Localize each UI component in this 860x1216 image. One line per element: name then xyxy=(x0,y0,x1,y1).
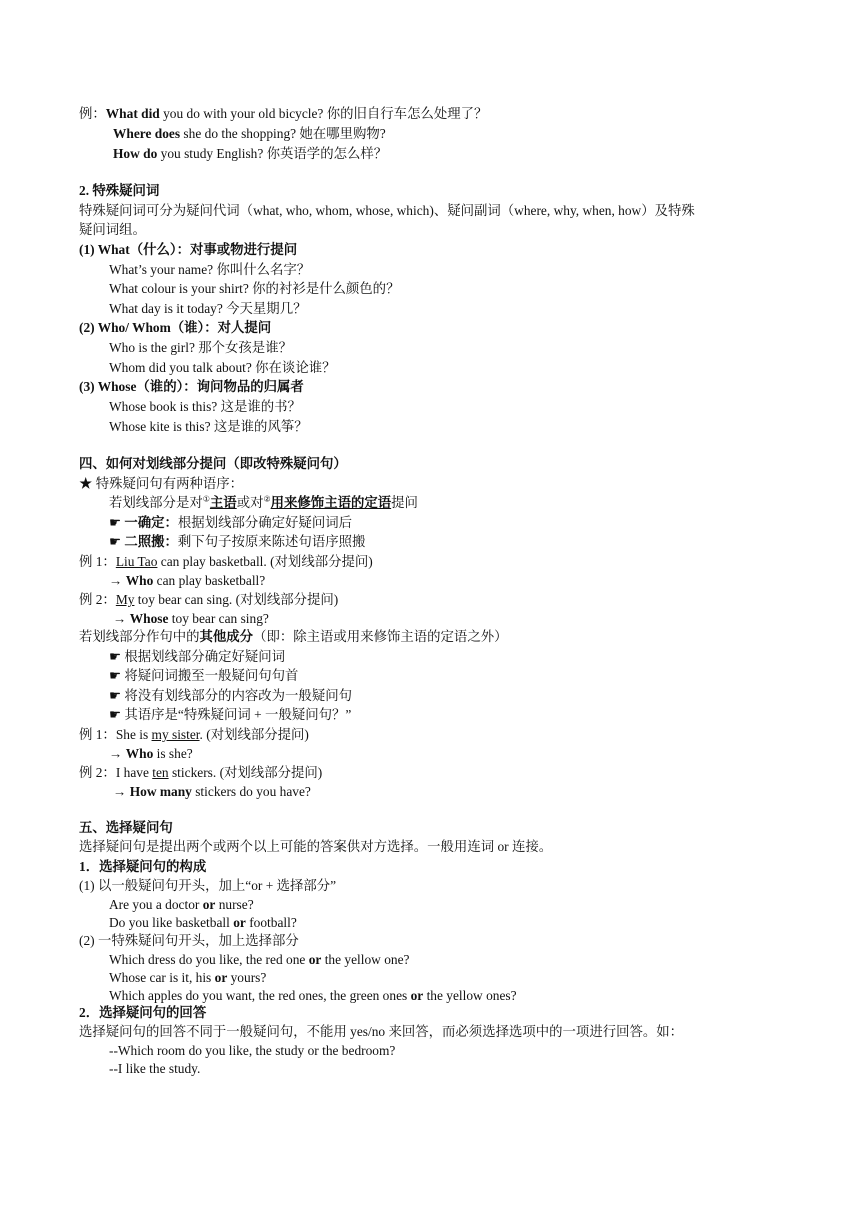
text-part: stickers do you have? xyxy=(191,784,311,799)
structure-2-example-2 xyxy=(109,968,266,987)
arrow-icon: → xyxy=(113,611,130,626)
text-part: 若划线部分是对 xyxy=(109,495,203,510)
sentence-rest: she do the shopping? 她在哪里购物? xyxy=(180,126,386,141)
example-line-how-do xyxy=(113,144,387,163)
section-heading-special-question-words: 2. 特殊疑问词 xyxy=(79,183,160,198)
rule-bullet-determine xyxy=(109,513,352,532)
example-what-1: What’s your name? 你叫什么名字？ xyxy=(109,262,311,277)
text-part: 例 1：She is xyxy=(79,727,152,742)
example-whose-2: Whose kite is this? 这是谁的风筝？ xyxy=(109,419,308,434)
rule-bullet-3: ☛ 将没有划线部分的内容改为一般疑问句 xyxy=(109,688,352,703)
text-part: Do you like basketball xyxy=(109,915,234,930)
pointing-hand-icon: ☛ xyxy=(109,534,125,549)
example-4-answer xyxy=(113,782,311,801)
text-part: 或对 xyxy=(236,495,264,510)
subheading-whose: (3) Whose（谁的）：询问物品的归属者 xyxy=(79,379,304,394)
answer-example-question: --Which room do you like, the study or the bedroom? xyxy=(109,1043,396,1058)
text-part: . (对划线部分提问) xyxy=(199,727,309,742)
star-note: ★ 特殊疑问句有两种语序： xyxy=(79,476,244,491)
section-description-line-1: 特殊疑问词可分为疑问代词（what, who, whom, whose, which)、疑问副词（where, why, when, how）及特殊 xyxy=(79,203,695,218)
text-part: 例 2：I have xyxy=(79,765,153,780)
text-part: Which dress do you like, the red one xyxy=(109,952,309,967)
subheading-answering: 2．选择疑问句的回答 xyxy=(79,1005,207,1020)
circled-number: ② xyxy=(263,494,271,504)
text-part: the yellow one? xyxy=(321,952,410,967)
pointing-hand-icon: ☛ xyxy=(109,515,125,530)
sentence-rest: you study English? 你英语学的怎么样？ xyxy=(157,146,388,161)
text-part: Whose car is it, his xyxy=(109,970,215,985)
example-3-answer xyxy=(109,744,193,763)
example-line-where-does xyxy=(113,124,386,143)
rule-bullet-2: ☛ 将疑问词搬至一般疑问句句首 xyxy=(109,668,299,683)
bold-phrase: What did xyxy=(105,106,160,121)
text-part: can play basketball. (对划线部分提问) xyxy=(157,554,373,569)
text-part: can play basketball? xyxy=(153,573,266,588)
bold-phrase: or xyxy=(308,952,322,967)
example-1-liu-tao xyxy=(79,552,373,571)
rule-bullet-4: ☛ 其语序是“特殊疑问词 + 一般疑问句？” xyxy=(109,707,352,722)
text-part: 例 2： xyxy=(79,592,116,607)
bold-phrase: 其他成分 xyxy=(199,629,254,644)
underlined-part: My xyxy=(115,592,135,607)
structure-1-example-2 xyxy=(109,913,297,932)
text-part: （即：除主语或用来修饰主语的定语之外） xyxy=(253,629,508,644)
example-2-answer xyxy=(113,609,269,628)
underlined-part: ten xyxy=(152,765,169,780)
rule-bullet-copy xyxy=(109,532,365,551)
text-part: the yellow ones? xyxy=(423,988,517,1003)
bold-phrase: or xyxy=(410,988,424,1003)
text-part: 剩下句子按原来陈述句语序照搬 xyxy=(177,534,366,549)
underlined-part: my sister xyxy=(151,727,200,742)
example-3-my-sister xyxy=(79,725,309,744)
text-part: 若划线部分作句中的 xyxy=(79,629,200,644)
text-part: 根据划线部分确定好疑问词后 xyxy=(177,515,352,530)
bold-phrase: How many xyxy=(129,784,192,799)
circled-number: ① xyxy=(202,494,210,504)
text-part: is she? xyxy=(153,746,193,761)
underlined-part: Liu Tao xyxy=(115,554,158,569)
arrow-icon: → xyxy=(109,746,126,761)
text-part: 例 1： xyxy=(79,554,116,569)
bold-phrase: Where does xyxy=(113,126,181,141)
example-4-ten-stickers xyxy=(79,763,322,782)
bold-phrase: Who xyxy=(125,746,154,761)
bold-phrase: or xyxy=(233,915,246,930)
bold-phrase: Whose xyxy=(129,611,169,626)
structure-point-1: (1) 以一般疑问句开头，加上“or + 选择部分” xyxy=(79,878,337,893)
arrow-icon: → xyxy=(113,784,130,799)
example-who-1: Who is the girl? 那个女孩是谁？ xyxy=(109,340,292,355)
example-what-2: What colour is your shirt? 你的衬衫是什么颜色的？ xyxy=(109,281,400,296)
section-heading-underlined-question: 四、如何对划线部分提问（即改特殊疑问句） xyxy=(79,456,347,471)
bold-underlined-term: 主语 xyxy=(209,495,237,510)
text-part: yours? xyxy=(227,970,267,985)
example-label: 例： xyxy=(79,106,106,121)
example-who-2: Whom did you talk about? 你在谈论谁？ xyxy=(109,360,336,375)
structure-1-example-1 xyxy=(109,895,254,914)
text-part: nurse? xyxy=(215,897,254,912)
example-whose-1: Whose book is this? 这是谁的书？ xyxy=(109,399,301,414)
text-part: Which apples do you want, the red ones, the green ones xyxy=(109,988,411,1003)
example-line-what-did xyxy=(79,104,487,123)
section-description-line-2: 疑问词组。 xyxy=(79,222,146,237)
text-part: 提问 xyxy=(391,495,418,510)
text-part: Are you a doctor xyxy=(109,897,203,912)
answer-example-reply: --I like the study. xyxy=(109,1061,201,1076)
structure-point-2: (2) 一特殊疑问句开头，加上选择部分 xyxy=(79,933,299,948)
bold-underlined-term: 用来修饰主语的定语 xyxy=(270,495,392,510)
bold-phrase: How do xyxy=(113,146,158,161)
section-description: 选择疑问句是提出两个或两个以上可能的答案供对方选择。一般用连词 or 连接。 xyxy=(79,839,553,854)
structure-2-example-1 xyxy=(109,950,409,969)
other-component-intro xyxy=(79,627,508,646)
bold-phrase: or xyxy=(214,970,228,985)
bold-phrase: Who xyxy=(125,573,154,588)
text-part: football? xyxy=(245,915,297,930)
sentence-rest: you do with your old bicycle? 你的旧自行车怎么处理了？ xyxy=(159,106,488,121)
section-heading-alternative-questions: 五、选择疑问句 xyxy=(79,820,173,835)
subheading-who-whom: (2) Who/ Whom（谁）：对人提问 xyxy=(79,320,272,335)
bold-phrase: 二照搬： xyxy=(124,534,178,549)
bold-phrase: or xyxy=(202,897,216,912)
rule-bullet-1: ☛ 根据划线部分确定好疑问词 xyxy=(109,649,286,664)
example-2-toy-bear xyxy=(79,590,338,609)
example-1-answer xyxy=(109,571,265,590)
text-part: toy bear can sing? xyxy=(168,611,269,626)
example-what-3: What day is it today? 今天星期几？ xyxy=(109,301,307,316)
arrow-icon: → xyxy=(109,573,126,588)
word-order-intro xyxy=(109,493,418,512)
subheading-structure: 1．选择疑问句的构成 xyxy=(79,859,207,874)
answering-description: 选择疑问句的回答不同于一般疑问句，不能用 yes/no 来回答，而必须选择选项中的一项进行回答。如： xyxy=(79,1024,684,1039)
bold-phrase: 一确定： xyxy=(124,515,178,530)
text-part: stickers. (对划线部分提问) xyxy=(168,765,323,780)
subheading-what: (1) What（什么）：对事或物进行提问 xyxy=(79,242,298,257)
text-part: toy bear can sing. (对划线部分提问) xyxy=(134,592,339,607)
